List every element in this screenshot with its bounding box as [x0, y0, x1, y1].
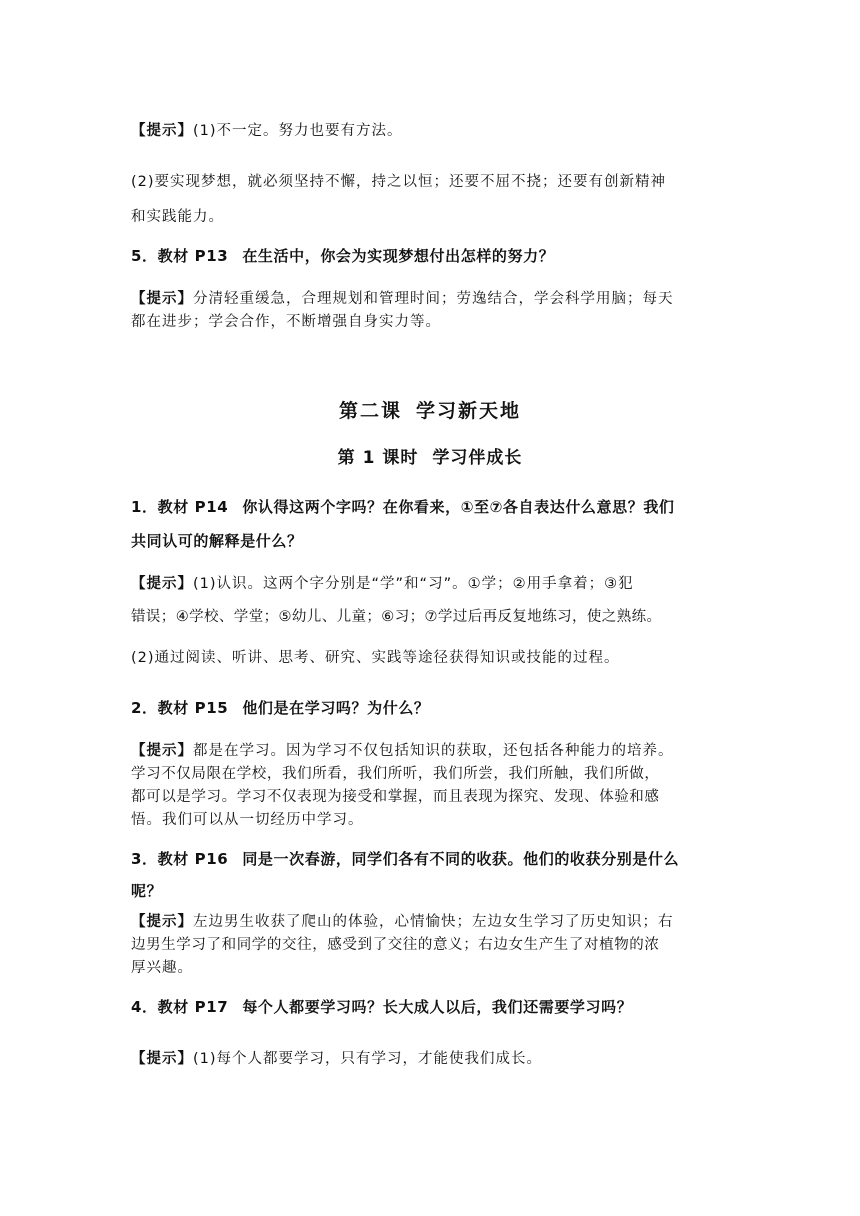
hint-text-line: 和实践能力。 — [131, 209, 224, 225]
question-text-line: 呢？ — [131, 882, 163, 900]
question-number: 2．教材 P15 — [131, 699, 229, 717]
hint-tag: 【提示】 — [131, 743, 193, 759]
period-name: 学习伴成长 — [432, 448, 523, 468]
lesson-name: 学习新天地 — [416, 400, 522, 422]
hint-text: 分清轻重缓急，合理规划和管理时间；劳逸结合，学会科学用脑；每天 — [193, 291, 674, 307]
hint-text: (1)每个人都要学习，只有学习，才能使我们成长。 — [193, 1051, 543, 1067]
question-2 — [131, 697, 731, 718]
question-text: 你认得这两个字吗？在你看来，①至⑦各自表达什么意思？我们 — [242, 498, 675, 516]
hint-tag: 【提示】 — [131, 1051, 193, 1067]
hint-text: 左边男生收获了爬山的体验，心情愉快；左边女生学习了历史知识；右 — [193, 914, 674, 930]
hint-text-line: 都在进步；学会合作，不断增强自身实力等。 — [131, 314, 441, 330]
question-number: 1．教材 P14 — [131, 498, 229, 516]
hint-text: (1)认识。这两个字分别是“学”和“习”。①学；②用手拿着；③犯 — [193, 576, 634, 592]
hint-text-line: (2)通过阅读、听讲、思考、研究、实践等途径获得知识或技能的过程。 — [131, 650, 620, 666]
question-number: 3．教材 P16 — [131, 850, 229, 868]
hint-text: 都是在学习。因为学习不仅包括知识的获取，还包括各种能力的培养。 — [193, 743, 674, 759]
question-number: 4．教材 P17 — [131, 998, 229, 1016]
hint-paragraph — [131, 119, 731, 140]
hint-tag: 【提示】 — [131, 123, 193, 139]
lesson-subtitle — [0, 443, 860, 468]
lesson-number: 第二课 — [338, 400, 402, 422]
hint-tag: 【提示】 — [131, 291, 193, 307]
question-text: 他们是在学习吗？为什么？ — [242, 699, 430, 717]
hint-tag: 【提示】 — [131, 576, 193, 592]
period-number: 第 1 课时 — [337, 448, 419, 468]
hint-paragraph — [131, 572, 731, 593]
hint-tag: 【提示】 — [131, 914, 193, 930]
hint-paragraph — [131, 739, 731, 760]
question-text: 同是一次春游，同学们各有不同的收获。他们的收获分别是什么 — [242, 850, 680, 868]
hint-text-line: 悟。我们可以从一切经历中学习。 — [131, 812, 364, 828]
hint-paragraph — [131, 1047, 731, 1068]
hint-text-line: 学习不仅局限在学校，我们所看，我们所听，我们所尝，我们所触，我们所做， — [131, 766, 660, 782]
hint-paragraph — [131, 910, 731, 931]
lesson-title — [0, 396, 860, 423]
question-text: 在生活中，你会为实现梦想付出怎样的努力？ — [242, 247, 555, 265]
question-4 — [131, 996, 731, 1017]
hint-text: (1)不一定。努力也要有方法。 — [193, 123, 403, 139]
question-3 — [131, 848, 731, 869]
question-text: 每个人都要学习吗？长大成人以后，我们还需要学习吗？ — [242, 998, 633, 1016]
hint-text-line: 错误；④学校、学堂；⑤幼儿、儿童；⑥习；⑦学过后再反复地练习，使之熟练。 — [131, 609, 662, 625]
question-number: 5．教材 P13 — [131, 247, 229, 265]
question-1 — [131, 496, 731, 517]
question-text-line: 共同认可的解释是什么？ — [131, 532, 303, 550]
hint-text-line: (2)要实现梦想，就必须坚持不懈，持之以恒；还要不屈不挠；还要有创新精神 — [131, 174, 667, 190]
hint-text-line: 边男生学习了和同学的交往，感受到了交往的意义；右边女生产生了对植物的浓 — [131, 937, 660, 953]
hint-paragraph — [131, 287, 731, 308]
hint-text-line: 都可以是学习。学习不仅表现为接受和掌握，而且表现为探究、发现、体验和感 — [131, 789, 660, 805]
question-5 — [131, 245, 731, 266]
hint-text-line: 厚兴趣。 — [131, 960, 193, 976]
